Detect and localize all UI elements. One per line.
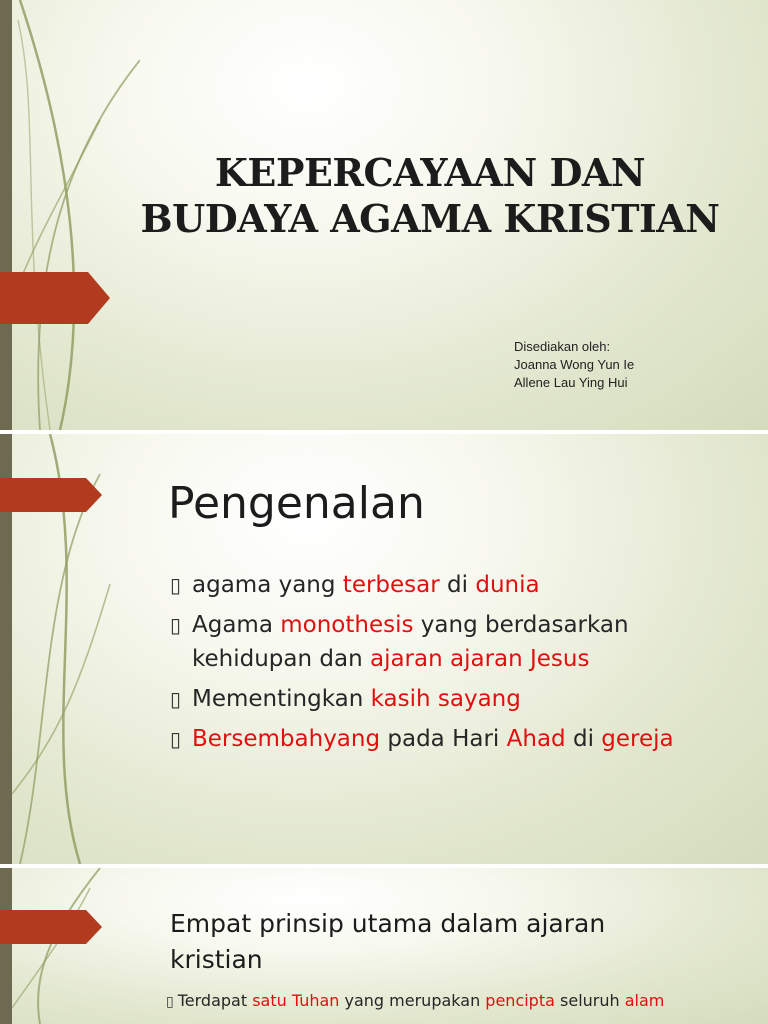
- square-bullet-icon: ▯: [170, 573, 182, 597]
- list-item: ▯ agama yang terbesar di dunia: [170, 568, 710, 602]
- decorative-swoosh: [0, 0, 140, 430]
- bullet-list: [170, 568, 710, 762]
- arrow-tab-icon: [0, 478, 104, 512]
- list-item: ▯ Agama monothesis yang berdasarkan kehidupan dan ajaran ajaran Jesus: [170, 608, 710, 676]
- author-2: Allene Lau Ying Hui: [514, 375, 628, 390]
- author-1: Joanna Wong Yun Ie: [514, 357, 635, 372]
- square-bullet-icon: ▯: [170, 727, 182, 751]
- slide-heading: Empat prinsip utama dalam ajaran kristian: [170, 909, 606, 974]
- square-bullet-icon: ▯: [166, 994, 174, 1010]
- arrow-tab-icon: [0, 272, 112, 324]
- presentation-title: [130, 150, 730, 241]
- square-bullet-icon: ▯: [170, 687, 182, 711]
- list-item: ▯ Mementingkan kasih sayang: [170, 682, 710, 716]
- list-item: ▯ Terdapat satu Tuhan yang merupakan pencipta seluruh alam: [166, 991, 665, 1010]
- credit-label: Disediakan oleh:: [514, 339, 611, 354]
- list-item: ▯ Bersembahyang pada Hari Ahad di gereja: [170, 722, 710, 756]
- credit-block: [514, 338, 634, 392]
- title-line-1: KEPERCAYAAN DAN: [214, 150, 646, 195]
- title-line-2: BUDAYA AGAMA KRISTIAN: [140, 195, 720, 241]
- arrow-tab-icon: [0, 910, 104, 944]
- square-bullet-icon: ▯: [170, 613, 182, 637]
- slide-heading: Pengenalan: [168, 478, 425, 529]
- decorative-swoosh: [0, 868, 140, 1024]
